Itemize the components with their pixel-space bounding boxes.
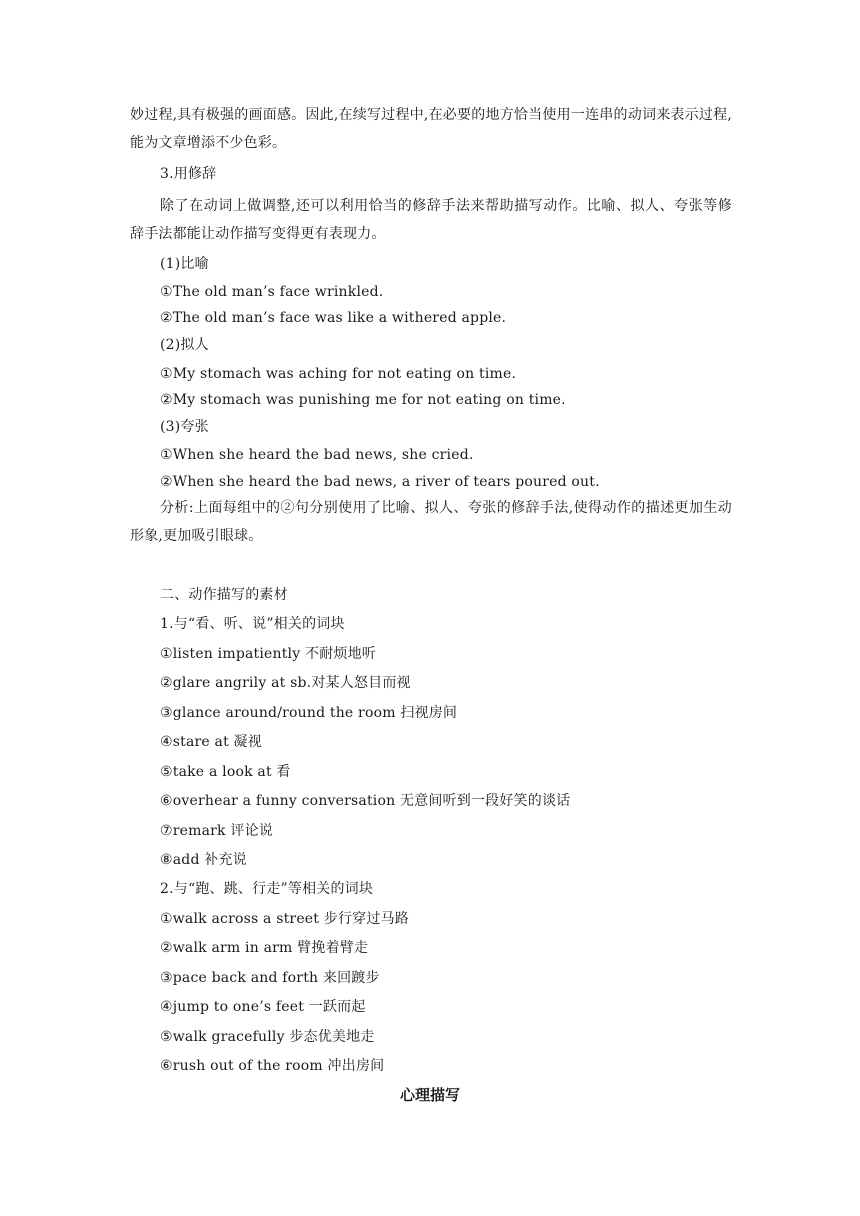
exaggeration-label: (3)夸张	[160, 419, 209, 435]
list-item: ⑤take a look at 看	[160, 764, 291, 780]
list-item: ②glare angrily at sb.对某人怒目而视	[160, 675, 411, 691]
list-item: ⑥overhear a funny conversation 无意间听到一段好笑的谈话	[160, 793, 571, 809]
list-item: ⑦remark 评论说	[160, 823, 273, 839]
list-item: ④stare at 凝视	[160, 734, 262, 750]
simile-example-2: ②The old man’s face was like a withered apple.	[160, 310, 507, 326]
list-item: ①listen impatiently 不耐烦地听	[160, 646, 376, 662]
personification-label: (2)拟人	[160, 337, 209, 353]
list-item: ③glance around/round the room 扫视房间	[160, 705, 458, 721]
list-item: ④jump to one’s feet 一跃而起	[160, 999, 366, 1015]
exaggeration-example-1: ①When she heard the bad news, she cried.	[160, 447, 474, 463]
exaggeration-example-2: ②When she heard the bad news, a river of tears poured out.	[160, 474, 600, 490]
list-item: ③pace back and forth 来回踱步	[160, 970, 380, 986]
list-item: ⑤walk gracefully 步态优美地走	[160, 1029, 375, 1045]
simile-label: (1)比喻	[160, 256, 209, 272]
section-title-materials: 二、动作描写的素材	[160, 587, 288, 603]
group1-title: 1.与“看、听、说”相关的词块	[160, 616, 345, 632]
group2-title: 2.与“跑、跳、行走”等相关的词块	[160, 881, 374, 897]
list-item: ⑥rush out of the room 冲出房间	[160, 1058, 385, 1074]
intro-paragraph: 妙过程,具有极强的画面感。因此,在续写过程中,在必要的地方恰当使用一连串的动词来表示过程,能为文章增添不少色彩。	[130, 107, 732, 151]
list-item: ①walk across a street 步行穿过马路	[160, 911, 409, 927]
analysis-paragraph: 分析:上面每组中的②句分别使用了比喻、拟人、夸张的修辞手法,使得动作的描述更加生动形象,更加吸引眼球。	[130, 500, 732, 544]
subsection-heading-rhetoric: 3.用修辞	[160, 166, 217, 182]
list-item: ⑧add 补充说	[160, 852, 247, 868]
list-item: ②walk arm in arm 臂挽着臂走	[160, 940, 369, 956]
rhetoric-intro-paragraph: 除了在动词上做调整,还可以利用恰当的修辞手法来帮助描写动作。比喻、拟人、夸张等修辞手法都能让动作描写变得更有表现力。	[130, 198, 732, 242]
section-heading-psychology: 心理描写	[399, 1086, 460, 1104]
simile-example-1: ①The old man’s face wrinkled.	[160, 284, 384, 300]
personification-example-1: ①My stomach was aching for not eating on time.	[160, 366, 517, 382]
personification-example-2: ②My stomach was punishing me for not eating on time.	[160, 392, 566, 408]
